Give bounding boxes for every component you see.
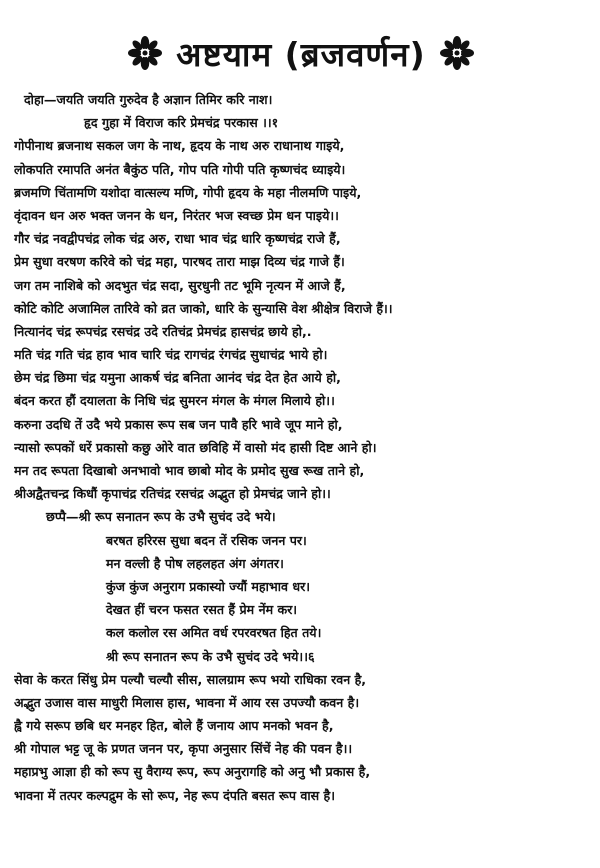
text-line: छेम चंद्र छिमा चंद्र यमुना आकर्ष चंद्र बनिता आनंद चंद्र देत हेत आये हो, xyxy=(14,370,341,386)
text-line: श्री गोपाल भट्ट जू के प्रणत जनन पर, कृपा अनुसार सिंचें नेह की पवन है।। xyxy=(14,741,353,757)
text-line: जग तम नाशिबे को अदभुत चंद्र सदा, सुरधुनी तट भूमि नृत्यन में आजे हैं, xyxy=(14,277,346,293)
text-line: ह्वै गये सरूप छबि धर मनहर हित, बोले हैं जनाय आप मनको भवन है, xyxy=(14,718,334,734)
text-line: गौर चंद्र नवद्वीपचंद्र लोक चंद्र अरु, राधा भाव चंद्र धारि कृष्णचंद्र राजे हैं, xyxy=(14,231,341,247)
text-line: बरषत हरिरस सुधा बदन तें रसिक जनन पर। xyxy=(106,532,307,548)
page-title: अष्टयाम (ब्रजवर्णन) xyxy=(176,34,426,74)
text-line: श्री रूप सनातन रूप के उभै सुचंद उदे भये।।६ xyxy=(106,648,315,664)
text-line: कुंज कुंज अनुराग प्रकास्यो ज्यौं महाभाव धर। xyxy=(106,578,311,594)
text-line: दोहा—जयति जयति गुरुदेव है अज्ञान तिमिर करि नाश। xyxy=(24,92,273,107)
text-line: करुना उदधि तें उदै भये प्रकास रूप सब जन पावै हरि भावे जूप माने हो, xyxy=(14,416,343,432)
text-line: लोकपति रमापति अनंत बैकुंठ पति, गोप पति गोपी पति कृष्णचंद ध्याइये। xyxy=(14,161,346,177)
title-row xyxy=(14,22,588,84)
text-line: अद्भुत उजास वास माधुरी मिलास हास, भावना में आय रस उपज्यौ कवन है। xyxy=(14,694,360,710)
flower-ornament-icon xyxy=(440,36,474,70)
flower-ornament-icon xyxy=(128,36,162,70)
text-line: गोपीनाथ ब्रजनाथ सकल जग के नाथ, हृदय के नाथ अरु राधानाथ गाइये, xyxy=(14,138,345,154)
text-line: मति चंद्र गति चंद्र हाव भाव चारि चंद्र रागचंद्र रंगचंद्र सुधाचंद्र भाये हो। xyxy=(14,347,328,363)
text-line: हृद गुहा में विराज करि प्रेमचंद्र परकास ।।१ xyxy=(84,115,279,131)
text-line: महाप्रभु आज्ञा ही को रूप सु वैराग्य रूप, रूप अनुरागहि को अनु भौ प्रकास है, xyxy=(14,764,371,780)
text-line: बंदन करत हौं दयालता के निधि चंद्र सुमरन मंगल के मंगल मिलाये हो।। xyxy=(14,393,335,409)
text-line: देखत हीं चरन फसत रसत हैं प्रेम नेंम कर। xyxy=(106,602,298,618)
text-line: ब्रजमणि चिंतामणि यशोदा वात्सल्य मणि, गोपी हृदय के महा नीलमणि पाइये, xyxy=(14,184,362,200)
text-line: छप्पै—श्री रूप सनातन रूप के उभै सुचंद उदे भये। xyxy=(46,509,276,525)
text-line: कल कलोल रस अमित वर्ध रपरवरषत हित तये। xyxy=(106,625,322,641)
text-line: नित्यानंद चंद्र रूपचंद्र रसचंद्र उदे रतिचंद्र प्रेमचंद्र हासचंद्र छाये हो,. xyxy=(14,323,312,339)
text-line: मन तद रूपता दिखाबो अनभावो भाव छाबो मोद के प्रमोद सुख रूख ताने हो, xyxy=(14,463,365,478)
text-line: वृंदावन धन अरु भक्त जनन के धन, निरंतर भज स्वच्छ प्रेम धन पाइये।। xyxy=(14,207,339,223)
verse-body xyxy=(14,88,588,807)
text-line: कोटि कोटि अजामिल तारिवे को व्रत जाको, धारि के सुन्यासि वेश श्रीक्षेत्र विराजे हैं।। xyxy=(14,300,393,316)
text-line: भावना में तत्पर कल्पद्रुम के सो रूप, नेह रूप दंपति बसत रूप वास है। xyxy=(14,787,335,803)
text-line: श्रीअद्वैतचन्द्र किधौं कृपाचंद्र रतिचंद्र रसचंद्र अद्भुत हो प्रेमचंद्र जाने हो।। xyxy=(14,486,331,502)
text-line: प्रेम सुधा वरषण करिवे को चंद्र महा, पारषद तारा माझ दिव्य चंद्र गाजे हैं। xyxy=(14,254,345,270)
text-line: मन वल्ली है पोष लहलहत अंग अंगतर। xyxy=(106,555,284,571)
text-line: न्यासो रूपकों धरें प्रकासो कछु ओरे वात छविहि में वासो मंद हासी दिष्ट आने हो। xyxy=(14,439,377,455)
text-line: सेवा के करत सिंधु प्रेम पल्यौ चल्यौ सीस, सालग्राम रूप भयो राधिका रवन है, xyxy=(14,671,367,687)
